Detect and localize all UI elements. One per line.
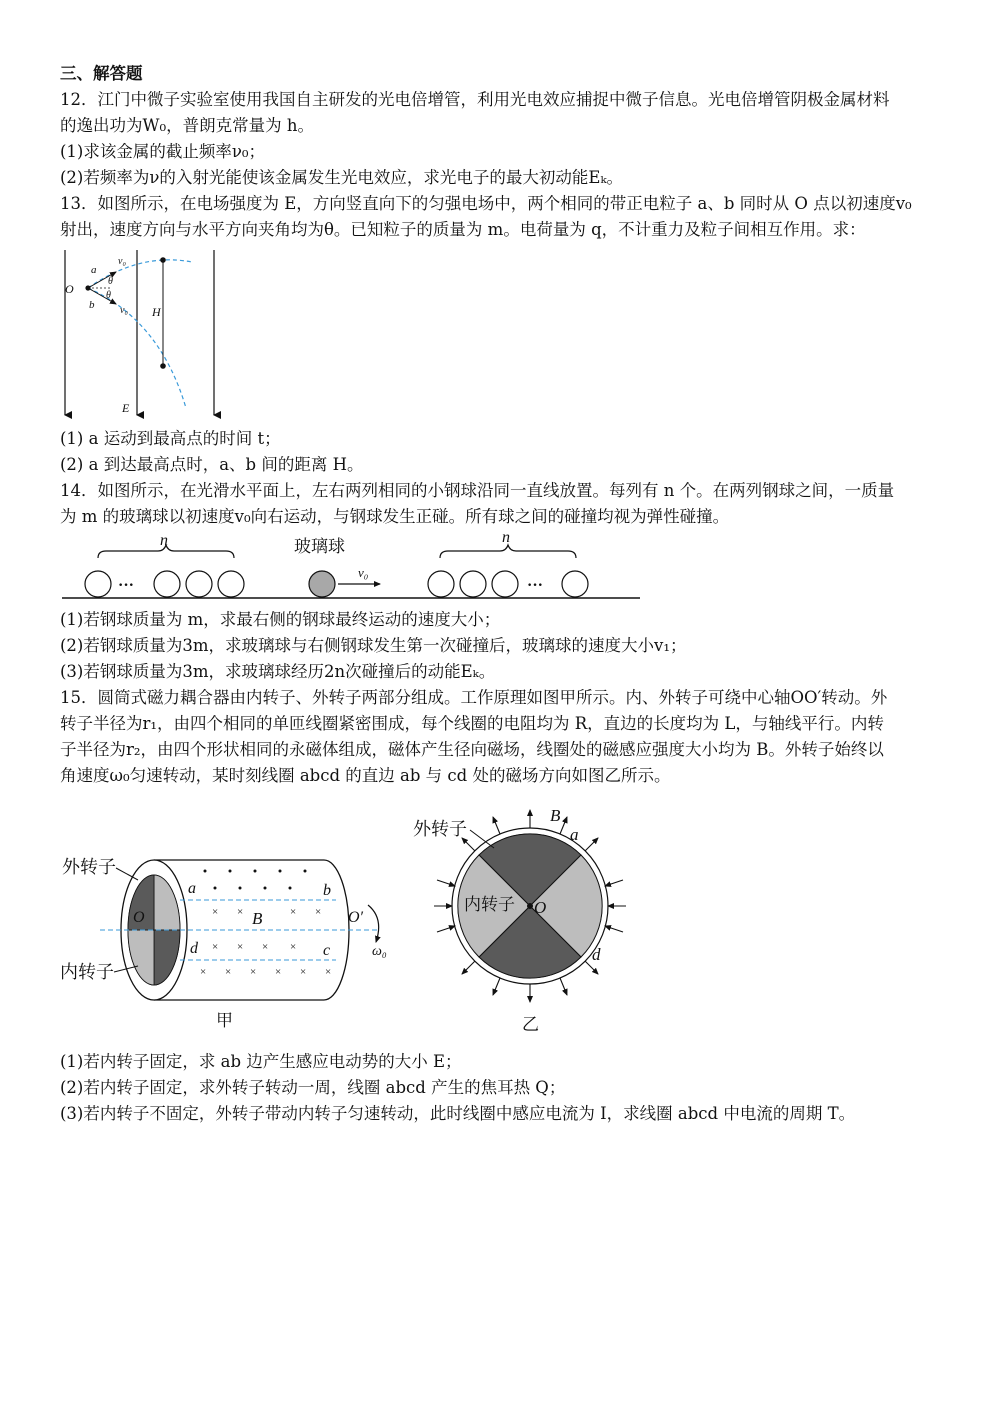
svg-text:×: × — [325, 966, 332, 978]
svg-text:×: × — [262, 941, 269, 953]
label-b: b — [323, 882, 331, 899]
center-point — [527, 903, 533, 909]
svg-text:×: × — [237, 941, 244, 953]
q14-part2: (2)若钢球质量为3m，求玻璃球与右侧钢球发生第一次碰撞后，玻璃球的速度大小v₁； — [60, 636, 687, 655]
label-outer-rotor: 外转子 — [413, 819, 467, 839]
label-c: c — [323, 942, 331, 959]
q12-line2: 的逸出功为W₀，普朗克常量为 h。 — [60, 116, 314, 135]
svg-text:×: × — [200, 966, 207, 978]
q13-part1: (1) a 运动到最高点的时间 t； — [60, 429, 281, 448]
q15-line3: 子半径为r₂，由四个形状相同的永磁体组成，磁体产生径向磁场，线圈处的磁感应强度大小均为 B。外转子始终以 — [60, 740, 884, 759]
label-n-right: n — [502, 529, 510, 546]
label-outer-rotor: 外转子 — [62, 857, 116, 877]
label-O-prime: O′ — [348, 909, 364, 926]
q15-line2: 转子半径为r₁，由四个相同的单匝线圈紧密围成，每个线圈的电阻均为 R，直边的长度均为 L，与轴线平行。内转 — [60, 714, 884, 733]
label-d: d — [190, 940, 198, 957]
label-a: a — [570, 825, 579, 844]
svg-text:×: × — [237, 906, 244, 918]
q13-line1: 13．如图所示，在电场强度为 E，方向竖直向下的匀强电场中，两个相同的带正电粒子 a、b 同时从 O 点以初速度v₀ — [60, 194, 912, 213]
q15-part2: (2)若内转子固定，求外转子转动一周，线圈 abcd 产生的焦耳热 Q； — [60, 1078, 566, 1097]
label-v0: v₀ — [358, 565, 369, 580]
section-title: 三、解答题 — [60, 64, 143, 83]
label-v0-top: v₀ — [118, 256, 126, 267]
q14-part1: (1)若钢球质量为 m，求最右侧的钢球最终运动的速度大小； — [60, 610, 501, 629]
svg-text:×: × — [290, 941, 297, 953]
label-n-left: n — [160, 532, 168, 549]
q12-part2: (2)若频率为ν的入射光能使该金属发生光电效应，求光电子的最大初动能Eₖ。 — [60, 168, 623, 187]
svg-text:×: × — [290, 906, 297, 918]
label-O: O — [65, 282, 74, 296]
label-B: B — [550, 806, 561, 825]
svg-text:×: × — [300, 966, 307, 978]
label-O: O — [133, 909, 145, 926]
label-d: d — [592, 945, 601, 964]
label-b: b — [89, 299, 95, 311]
svg-text:×: × — [250, 966, 257, 978]
label-glass-ball: 玻璃球 — [294, 537, 345, 556]
q15-line1: 15．圆筒式磁力耦合器由内转子、外转子两部分组成。工作原理如图甲所示。内、外转子可绕中心轴OO′转动。外 — [60, 688, 888, 707]
svg-text:×: × — [212, 941, 219, 953]
q15-part1: (1)若内转子固定，求 ab 边产生感应电动势的大小 E； — [60, 1052, 462, 1071]
label-theta-top: θ — [108, 276, 113, 287]
q12-part1: (1)求该金属的截止频率ν₀； — [60, 142, 266, 161]
label-omega: ω₀ — [372, 944, 387, 959]
label-a: a — [91, 264, 97, 276]
ellipsis-right: ··· — [527, 577, 544, 594]
q13-line2: 射出，速度方向与水平方向夹角均为θ。已知粒子的质量为 m。电荷量为 q，不计重力及粒子间相互作用。求： — [60, 220, 866, 239]
q13-part2: (2) a 到达最高点时，a、b 间的距离 H。 — [60, 455, 364, 474]
label-H: H — [152, 305, 161, 319]
q14-line2: 为 m 的玻璃球以初速度v₀向右运动，与钢球发生正碰。所有球之间的碰撞均视为弹性碰撞。 — [60, 507, 730, 526]
svg-text:×: × — [212, 906, 219, 918]
q12-line1: 12．江门中微子实验室使用我国自主研发的光电倍增管，利用光电效应捕捉中微子信息。光电倍增管阴极金属材料 — [60, 90, 890, 109]
q15-part3: (3)若内转子不固定，外转子带动内转子匀速转动，此时线圈中感应电流为 I，求线圈 abcd 中电流的周期 T。 — [60, 1104, 856, 1123]
svg-text:×: × — [315, 906, 322, 918]
label-theta-bottom: θ — [106, 290, 111, 301]
label-v0-bottom: v₀ — [120, 305, 128, 316]
q14-line1: 14．如图所示，在光滑水平面上，左右两列相同的小钢球沿同一直线放置。每列有 n 个。在两列钢球之间，一质量 — [60, 481, 895, 500]
q14-part3: (3)若钢球质量为3m，求玻璃球经历2n次碰撞后的动能Eₖ。 — [60, 662, 496, 681]
svg-text:×: × — [275, 966, 282, 978]
label-a: a — [188, 880, 196, 897]
q15-line4: 角速度ω₀匀速转动，某时刻线圈 abcd 的直边 ab 与 cd 处的磁场方向如图乙所示。 — [60, 766, 671, 785]
caption-jia: 甲 — [216, 1011, 233, 1030]
caption-yi: 乙 — [522, 1015, 539, 1034]
label-B: B — [252, 909, 263, 928]
ellipsis-left: ··· — [118, 577, 135, 594]
label-E: E — [122, 401, 130, 415]
label-O: O — [534, 898, 547, 917]
label-inner-rotor: 内转子 — [60, 962, 114, 982]
label-inner-rotor: 内转子 — [464, 895, 515, 914]
svg-text:×: × — [225, 966, 232, 978]
